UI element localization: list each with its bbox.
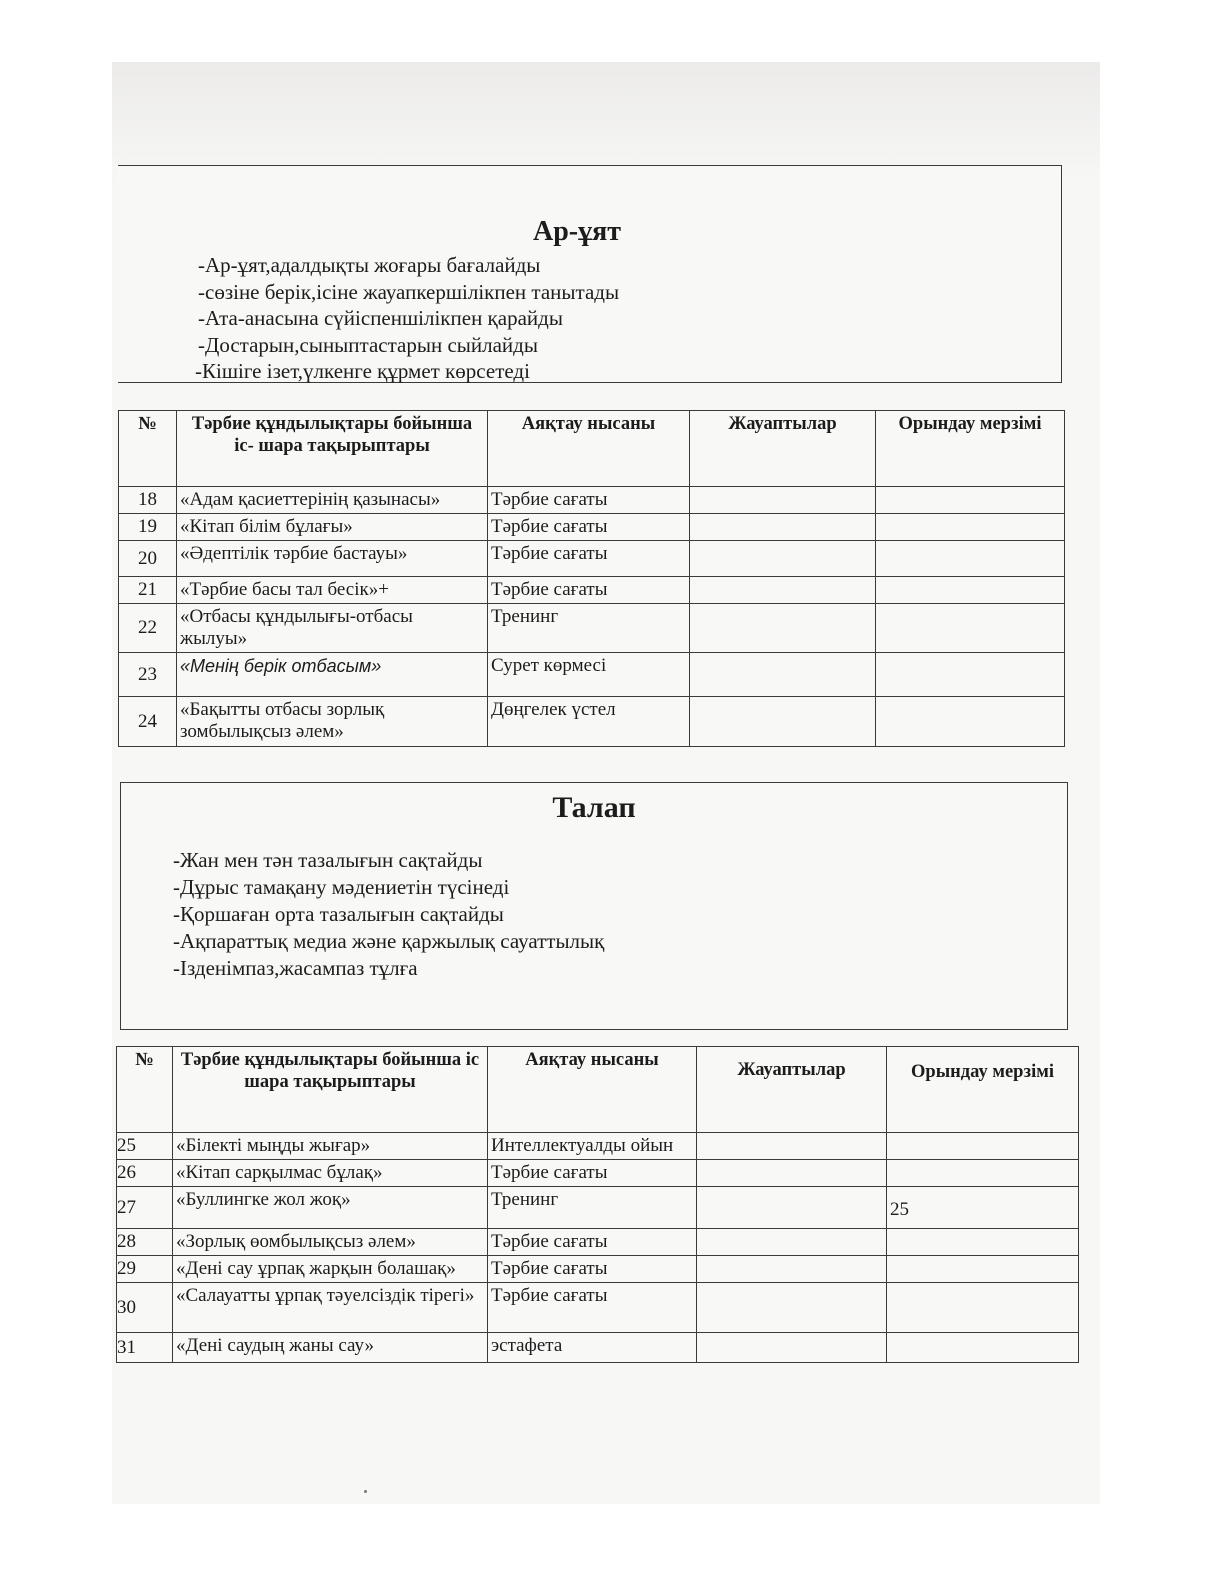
row-num: 24: [119, 697, 177, 747]
row-form: Тәрбие сағаты: [488, 487, 690, 514]
column-header-topic: Тәрбие құндылықтары бойынша іс шара тақырыптары: [173, 1047, 488, 1133]
row-form: Тәрбие сағаты: [488, 514, 690, 541]
row-num: 19: [119, 514, 177, 541]
table-header-row: [117, 1047, 1079, 1133]
table-header-row: [119, 411, 1065, 487]
row-deadline: [887, 1229, 1079, 1256]
table-row: [117, 1256, 1079, 1283]
row-topic: «Салауатты ұрпақ тәуелсіздік тірегі»: [173, 1283, 488, 1333]
row-num: 20: [119, 541, 177, 577]
row-form: эстафета: [488, 1333, 697, 1363]
row-topic: «Білекті мыңды жығар»: [173, 1133, 488, 1160]
row-responsible: [697, 1160, 887, 1187]
row-num: 27: [117, 1187, 173, 1229]
column-header-deadline: Орындау мерзімі: [887, 1047, 1079, 1133]
row-topic: «Адам қасиеттерінің қазынасы»: [177, 487, 488, 514]
table-row: [119, 541, 1065, 577]
row-responsible: [690, 541, 876, 577]
row-responsible: [690, 487, 876, 514]
row-responsible: [690, 514, 876, 541]
events-table-2: [116, 1046, 1079, 1363]
row-responsible: [697, 1229, 887, 1256]
table-row: [119, 653, 1065, 697]
row-form: Тәрбие сағаты: [488, 577, 690, 604]
row-deadline: [887, 1333, 1079, 1363]
row-num: 21: [119, 577, 177, 604]
row-form: Тәрбие сағаты: [488, 1283, 697, 1333]
table-row: [117, 1133, 1079, 1160]
row-num: 18: [119, 487, 177, 514]
value-line: -сөзіне берік,ісіне жауапкершілікпен танытады: [198, 279, 620, 304]
row-deadline: [876, 653, 1065, 697]
row-responsible: [690, 653, 876, 697]
value-line: -Дұрыс тамақану мәдениетін түсінеді: [173, 875, 510, 899]
value-line: -Ар-ұят,адалдықты жоғары бағалайды: [198, 253, 541, 277]
row-form: Тәрбие сағаты: [488, 1160, 697, 1187]
table-row: [119, 697, 1065, 747]
row-deadline: [876, 577, 1065, 604]
row-form: Сурет көрмесі: [488, 653, 690, 697]
row-topic: «Дені саудың жаны сау»: [173, 1333, 488, 1363]
row-form: Интеллектуалды ойын: [488, 1133, 697, 1160]
table-row: [117, 1187, 1079, 1229]
row-topic: «Кітап сарқылмас бұлақ»: [173, 1160, 488, 1187]
row-num: 31: [117, 1333, 173, 1363]
row-form: Тренинг: [488, 1187, 697, 1229]
row-form: Тренинг: [488, 604, 690, 653]
row-topic: «Дені сау ұрпақ жарқын болашақ»: [173, 1256, 488, 1283]
row-deadline: [876, 487, 1065, 514]
row-num: 23: [119, 653, 177, 697]
row-topic: «Буллингке жол жоқ»: [173, 1187, 488, 1229]
section-title: Талап: [552, 791, 636, 824]
row-responsible: [697, 1256, 887, 1283]
column-header-topic: Тәрбие құндылықтары бойынша іс- шара тақырыптары: [177, 411, 488, 487]
row-num: 28: [117, 1229, 173, 1256]
row-form: Тәрбие сағаты: [488, 1229, 697, 1256]
column-header-form: Аяқтау нысаны: [488, 1047, 697, 1133]
table-row: [119, 604, 1065, 653]
column-header-responsible: Жауаптылар: [690, 411, 876, 487]
paper-top-shading: [112, 62, 1100, 182]
table-row: [117, 1333, 1079, 1363]
row-deadline: [876, 541, 1065, 577]
values-box-ar-uyat: [118, 165, 1062, 383]
column-header-num: №: [119, 411, 177, 487]
row-num: 25: [117, 1133, 173, 1160]
row-deadline: [876, 604, 1065, 653]
row-topic: «Бақытты отбасы зорлық зомбылықсыз әлем»: [177, 697, 488, 747]
table-row: [119, 577, 1065, 604]
row-num: 26: [117, 1160, 173, 1187]
row-topic: «Менің берік отбасым»: [177, 653, 488, 697]
value-line: -Ақпараттық медиа және қаржылық сауаттылық: [173, 929, 605, 953]
row-deadline: [887, 1256, 1079, 1283]
value-line: -Ата-анасына сүйіспеншілікпен қарайды: [198, 306, 563, 330]
row-topic: «Отбасы құндылығы-отбасы жылуы»: [177, 604, 488, 653]
value-line: -Жан мен тән тазалығын сақтайды: [173, 848, 483, 872]
row-responsible: [690, 697, 876, 747]
section-title: Ар-ұят: [532, 216, 621, 247]
column-header-form: Аяқтау нысаны: [488, 411, 690, 487]
value-line: -Қоршаған орта тазалығын сақтайды: [173, 902, 504, 926]
row-num: 29: [117, 1256, 173, 1283]
row-topic: «Тәрбие басы тал бесік»+: [177, 577, 488, 604]
table-row: [117, 1283, 1079, 1333]
row-responsible: [697, 1133, 887, 1160]
row-topic: «Әдептілік тәрбие бастауы»: [177, 541, 488, 577]
table-row: [119, 487, 1065, 514]
row-deadline: [887, 1160, 1079, 1187]
row-form: Тәрбие сағаты: [488, 541, 690, 577]
row-deadline: [887, 1133, 1079, 1160]
events-table-1: [118, 410, 1065, 747]
row-deadline: [876, 697, 1065, 747]
row-num: 22: [119, 604, 177, 653]
row-deadline: 25: [887, 1187, 1079, 1229]
values-list: [195, 252, 620, 385]
row-num: 30: [117, 1283, 173, 1333]
values-box-talap: [120, 782, 1068, 1030]
value-line: -Достарын,сыныптастарын сыйлайды: [198, 332, 538, 357]
column-header-deadline: Орындау мерзімі: [876, 411, 1065, 487]
row-deadline: [887, 1283, 1079, 1333]
row-responsible: [697, 1333, 887, 1363]
table-row: [117, 1229, 1079, 1256]
values-list: [173, 847, 604, 982]
row-topic: «Зорлық өомбылықсыз әлем»: [173, 1229, 488, 1256]
row-form: Тәрбие сағаты: [488, 1256, 697, 1283]
scan-speck: [364, 1490, 367, 1493]
row-responsible: [690, 577, 876, 604]
table-row: [119, 514, 1065, 541]
column-header-responsible: Жауаптылар: [697, 1047, 887, 1133]
value-line: -Ізденімпаз,жасампаз тұлға: [173, 956, 418, 980]
column-header-num: №: [117, 1047, 173, 1133]
row-responsible: [697, 1283, 887, 1333]
value-line: -Кішіге ізет,үлкенге құрмет көрсетеді: [195, 359, 530, 383]
table-row: [117, 1160, 1079, 1187]
row-responsible: [690, 604, 876, 653]
row-form: Дөңгелек үстел: [488, 697, 690, 747]
row-responsible: [697, 1187, 887, 1229]
row-deadline: [876, 514, 1065, 541]
row-topic: «Кітап білім бұлағы»: [177, 514, 488, 541]
